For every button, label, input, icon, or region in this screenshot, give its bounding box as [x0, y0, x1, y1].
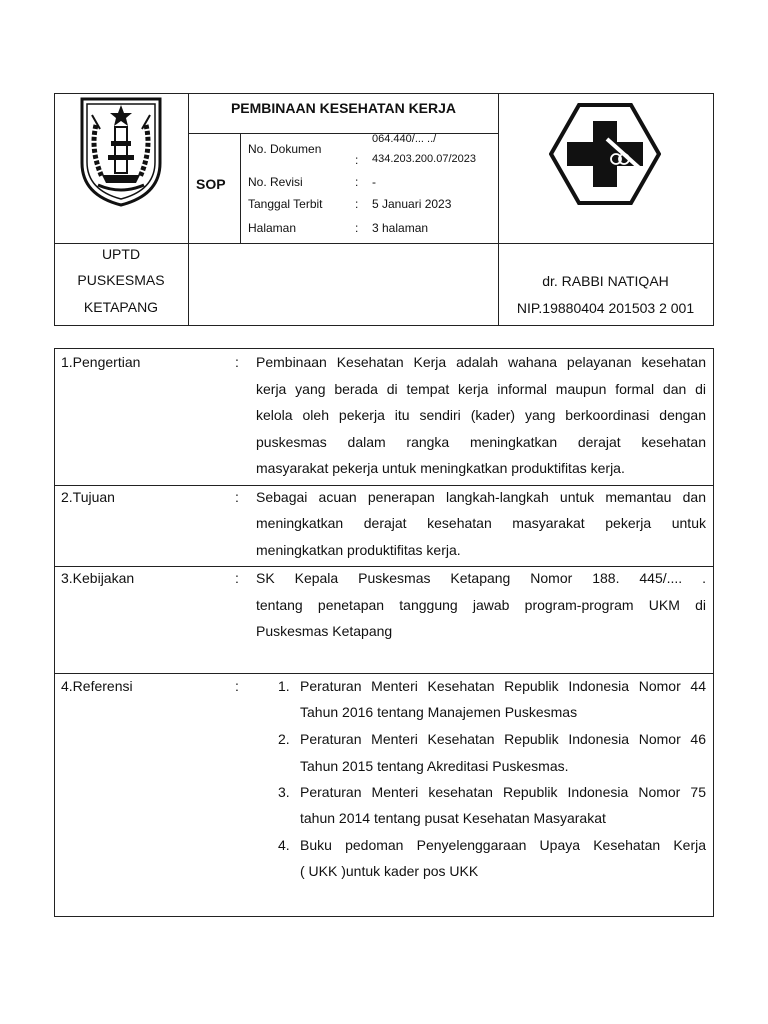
org-line-uptd: UPTD: [101, 246, 141, 262]
content-border-bottom: [54, 916, 714, 917]
signatory-name: dr. RABBI NATIQAH: [542, 273, 669, 289]
signatory-nip: NIP.19880404 201503 2 001: [516, 300, 695, 316]
halaman-value: 3 halaman: [372, 221, 429, 235]
text-line: tahun 2014 tentang pusat Kesehatan Masyarakat: [300, 810, 606, 826]
text-line: Peraturan Menteri Kesehatan Republik Indonesia Nomor 46: [300, 731, 706, 747]
section-label: 4.Referensi: [61, 678, 133, 694]
content-border-right: [713, 348, 714, 917]
header-border-top: [54, 93, 714, 94]
header-row-divider: [54, 243, 714, 244]
header-border-bottom: [54, 325, 714, 326]
content-border-top: [54, 348, 714, 349]
text-line: Peraturan Menteri Kesehatan Republik Indonesia Nomor 44: [300, 678, 706, 694]
sop-divider: [240, 133, 241, 244]
document-title: PEMBINAAN KESEHATAN KERJA: [230, 100, 457, 116]
no-dokumen-colon: :: [355, 153, 359, 167]
text-line: puskesmas dalam rangka meningkatkan derajat kesehatan: [256, 434, 706, 450]
list-number: 3.: [278, 784, 290, 800]
text-line: ( UKK )untuk kader pos UKK: [300, 863, 479, 879]
header-divider-right: [498, 93, 499, 326]
text-line: kelola oleh pekerja itu sendiri (kader) yang berkoordinasi dengan: [256, 407, 706, 423]
row-divider-2: [54, 566, 714, 567]
text-line: Peraturan Menteri kesehatan Republik Indonesia Nomor 75: [300, 784, 706, 800]
header-border-left: [54, 93, 55, 326]
no-revisi-colon: :: [355, 175, 359, 189]
row-divider-3: [54, 673, 714, 674]
tanggal-terbit-colon: :: [355, 197, 359, 211]
section-colon: :: [235, 489, 239, 505]
tanggal-terbit-label: Tanggal Terbit: [248, 197, 323, 211]
no-revisi-value: -: [372, 175, 376, 189]
no-revisi-label: No. Revisi: [248, 175, 303, 189]
text-line: kerja yang berada di tempat kerja informal maupun formal dan di: [256, 381, 706, 397]
text-line: Tahun 2015 tentang Akreditasi Puskesmas.: [300, 758, 569, 774]
section-colon: :: [235, 354, 239, 370]
tanggal-terbit-value: 5 Januari 2023: [372, 197, 452, 211]
no-dokumen-label: No. Dokumen: [248, 142, 322, 156]
text-line: Sebagai acuan penerapan langkah-langkah untuk memantau dan: [256, 489, 706, 505]
halaman-colon: :: [355, 221, 359, 235]
org-line-puskesmas: PUSKESMAS: [77, 272, 165, 288]
header-divider-left: [188, 93, 189, 326]
title-divider: [188, 133, 499, 134]
halaman-label: Halaman: [248, 221, 297, 235]
text-line: Puskesmas Ketapang: [256, 623, 393, 639]
no-dokumen-value-line2: 434.203.200.07/2023: [372, 153, 476, 165]
header-border-right: [713, 93, 714, 326]
section-colon: :: [235, 570, 239, 586]
text-line: masyarakat pekerja untuk meningkatkan produktifitas kerja.: [256, 460, 625, 476]
regency-emblem-icon: [78, 95, 164, 207]
org-line-ketapang: KETAPANG: [83, 299, 159, 315]
section-colon: :: [235, 678, 239, 694]
text-line: tentang penetapan tanggung jawab program-program UKM di: [256, 597, 706, 613]
row-divider-1: [54, 485, 714, 486]
text-line: meningkatkan produktifitas kerja.: [256, 542, 461, 558]
puskesmas-logo-icon: [549, 103, 661, 205]
section-label: 2.Tujuan: [61, 489, 115, 505]
list-number: 2.: [278, 731, 290, 747]
section-label: 1.Pengertian: [61, 354, 141, 370]
text-line: meningkatkan derajat kesehatan masyarakat pekerja untuk: [256, 515, 706, 531]
content-border-left: [54, 348, 55, 917]
section-label: 3.Kebijakan: [61, 570, 135, 586]
text-line: Pembinaan Kesehatan Kerja adalah wahana pelayanan kesehatan: [256, 354, 706, 370]
list-number: 1.: [278, 678, 290, 694]
text-line: Tahun 2016 tentang Manajemen Puskesmas: [300, 704, 578, 720]
text-line: SK Kepala Puskesmas Ketapang Nomor 188. 445/.... .: [256, 570, 706, 586]
sop-label: SOP: [196, 176, 226, 192]
no-dokumen-value-line1: 064.440/... ../: [372, 133, 437, 145]
list-number: 4.: [278, 837, 290, 853]
text-line: Buku pedoman Penyelenggaraan Upaya Kesehatan Kerja: [300, 837, 706, 853]
